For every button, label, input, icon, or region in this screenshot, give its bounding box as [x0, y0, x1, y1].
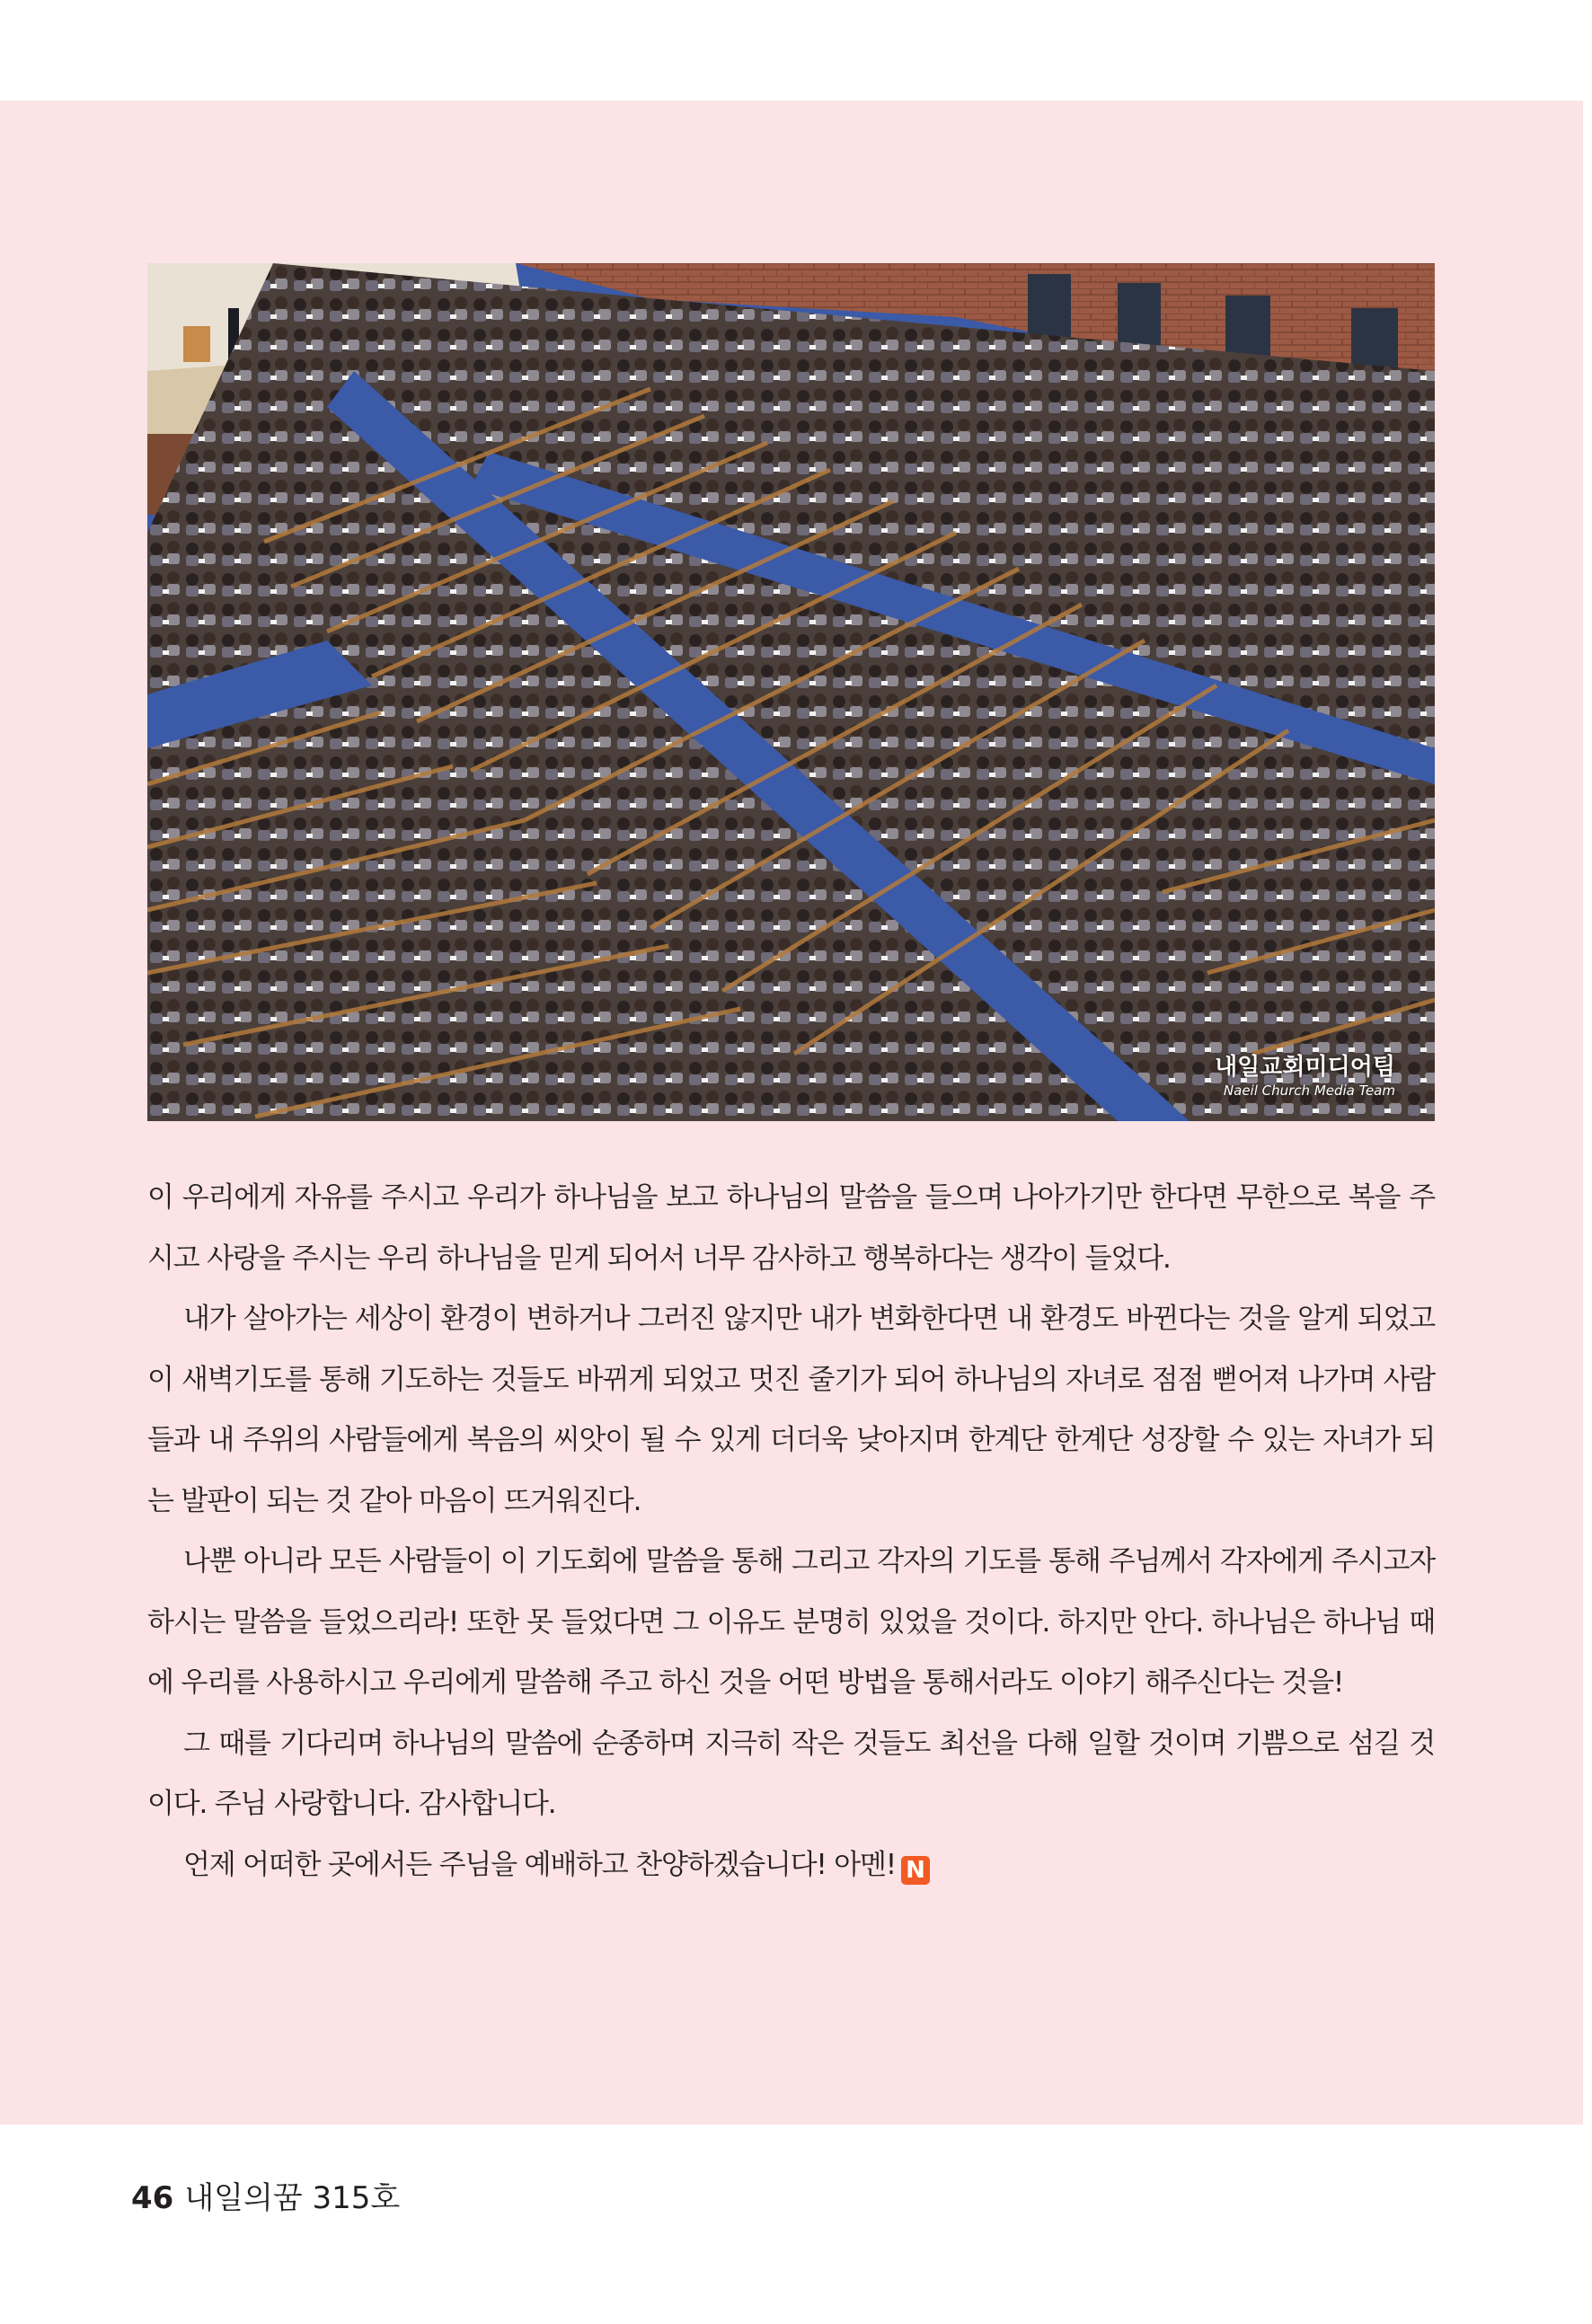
paragraph: 내가 살아가는 세상이 환경이 변하거나 그러진 않지만 내가 변화한다면 내 환경도 바뀐다는 것을 알게 되었고 이 새벽기도를 통해 기도하는 것들도 바뀌게 되었고 멋진 줄기가 되어 하나님의 자녀로 점점 뻗어져 나가며 사람들과 내 주위의 사람들에게 복음의 씨앗이 될 수 있게 더더욱 낮아지며 한계단 한계단 성장할 수 있는 자녀가 되는 발판이 되는 것 같아 마음이 뜨거워진다.	[147, 1303, 1435, 1517]
worship-hall-illustration	[147, 263, 1435, 1121]
watermark-subtitle: Naeil Church Media Team	[1223, 1082, 1395, 1099]
podium	[183, 326, 210, 362]
closing-paragraph	[147, 1835, 1435, 1896]
magazine-issue: 내일의꿈 315호	[184, 2180, 401, 2216]
page-footer	[131, 2178, 400, 2218]
paragraph: 이 우리에게 자유를 주시고 우리가 하나님을 보고 하나님의 말씀을 들으며 나아가기만 한다면 무한으로 복을 주시고 사랑을 주시는 우리 하나님을 믿게 되어서 너무 감사하고 행복하다는 생각이 들었다.	[147, 1181, 1435, 1275]
watermark-title: 내일교회미디어팀	[1215, 1054, 1395, 1081]
article-body	[147, 1168, 1435, 1895]
page-number: 46	[131, 2180, 174, 2216]
end-mark-icon: N	[901, 1856, 930, 1885]
media-team-watermark	[1215, 1053, 1395, 1100]
window	[1028, 274, 1071, 337]
congregation-photo	[147, 263, 1435, 1121]
paragraph: 나뿐 아니라 모든 사람들이 이 기도회에 말씀을 통해 그리고 각자의 기도를 통해 주님께서 각자에게 주시고자 하시는 말씀을 들었으리라! 또한 못 들었다면 그 이유도 분명히 있었을 것이다. 하지만 안다. 하나님은 하나님 때에 우리를 사용하시고 우리에게 말씀해 주고 하신 것을 어떤 방법을 통해서라도 이야기 해주신다는 것을!	[147, 1545, 1435, 1699]
closing-text: 언제 어떠한 곳에서든 주님을 예배하고 찬양하겠습니다! 아멘!	[183, 1848, 897, 1881]
paragraph: 그 때를 기다리며 하나님의 말씀에 순종하며 지극히 작은 것들도 최선을 다해 일할 것이며 기쁨으로 섬길 것이다. 주님 사랑합니다. 감사합니다.	[147, 1727, 1435, 1820]
